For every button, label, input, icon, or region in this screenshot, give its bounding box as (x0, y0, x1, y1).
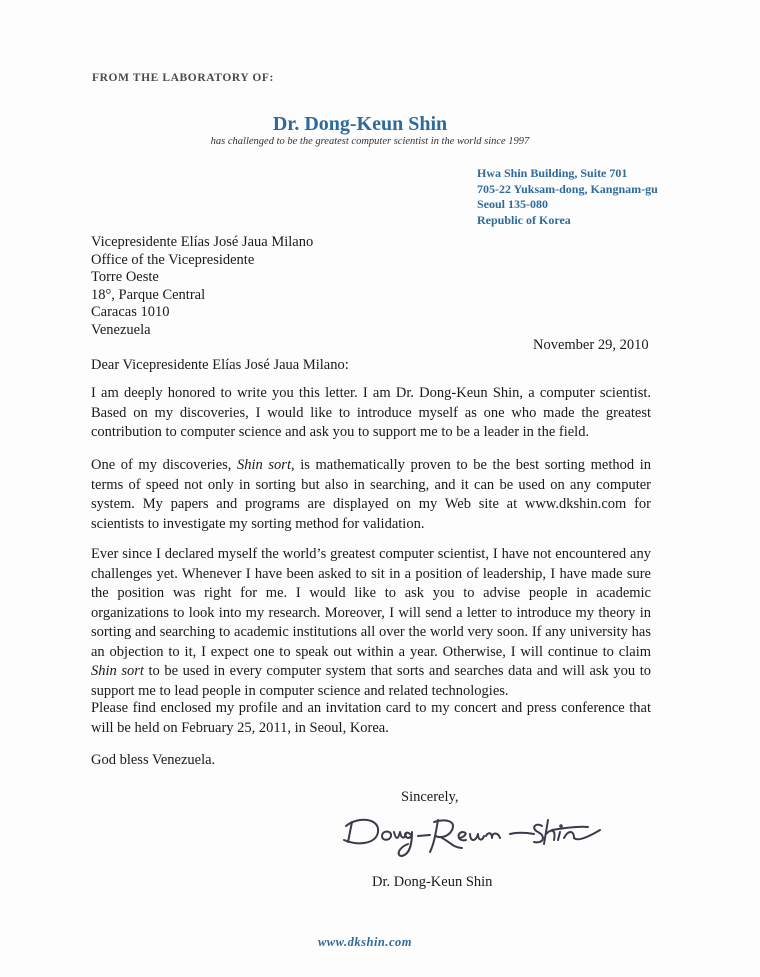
body-paragraph-3 (91, 545, 651, 701)
shin-sort-emphasis: Shin sort (237, 457, 291, 473)
sender-address-line: Republic of Korea (477, 212, 571, 227)
recipient-line: Torre Oeste (91, 269, 159, 286)
letterhead-name: Dr. Dong-Keun Shin (272, 113, 448, 135)
body-paragraph-4: Please find enclosed my profile and an invitation card to my concert and press conference that will be held on February 25, 2011, in Seoul, Korea. (91, 700, 651, 736)
sender-address-line: 705-22 Yuksam-dong, Kangnam-gu (477, 181, 658, 196)
paragraph-text: , is mathematically proven to be the best sorting method in terms of speed not only in sorting but also in searching, and it can be used on any computer system. My papers and programs are displayed on my Web site at www.dkshin.com for scientists to investigate my sorting method for validation. (91, 457, 652, 532)
body-paragraph-1: I am deeply honored to write you this letter. I am Dr. Dong-Keun Shin, a computer scientist. Based on my discoveries, I would like to introduce myself as one who made the greatest contribution to computer science and ask you to support me to be a leader in the field. (91, 385, 651, 440)
recipient-line: 18°, Parque Central (91, 286, 206, 303)
handwritten-signature (338, 808, 618, 866)
paragraph-text: Ever since I declared myself the world’s greatest computer scientist, I have not encountered any challenges yet. Whenever I have been asked to sit in a position of leadership, I have made sure the position was right for me. I would like to ask you to advise people in academic organizations to look into my research. Moreover, I will send a letter to introduce my theory in sorting and searching to academic institutions all over the world very soon. If any university has an objection to it, I expect one to speak out within a year. Otherwise, I will continue to claim (91, 546, 651, 660)
sender-address (477, 166, 658, 228)
recipient-line: Venezuela (91, 321, 151, 338)
recipient-line: Office of the Vicepresidente (91, 251, 255, 268)
recipient-address (91, 234, 313, 340)
letter-date: November 29, 2010 (533, 337, 649, 353)
shin-sort-emphasis: Shin sort (91, 663, 144, 679)
signer-name: Dr. Dong-Keun Shin (372, 874, 493, 890)
paragraph-text: One of my discoveries, (91, 457, 238, 473)
salutation: Dear Vicepresidente Elías José Jaua Milano: (91, 357, 349, 373)
footer-website: www.dkshin.com (317, 935, 413, 949)
blessing-line: God bless Venezuela. (91, 752, 216, 768)
closing-sincerely: Sincerely, (401, 789, 459, 805)
paragraph-text: to be used in every computer system that sorts and searches data and will ask you to support me to lead people in computer science and related technologies. (91, 663, 651, 699)
sender-address-line: Seoul 135-080 (477, 197, 549, 211)
recipient-line: Vicepresidente Elías José Jaua Milano (91, 234, 314, 250)
recipient-line: Caracas 1010 (91, 304, 170, 321)
body-paragraph-2 (91, 456, 651, 534)
letterhead-tagline: has challenged to be the greatest computer scientist in the world since 1997 (210, 136, 530, 147)
sender-address-line: Hwa Shin Building, Suite 701 (477, 166, 628, 180)
from-laboratory-label: FROM THE LABORATORY OF: (92, 72, 274, 84)
